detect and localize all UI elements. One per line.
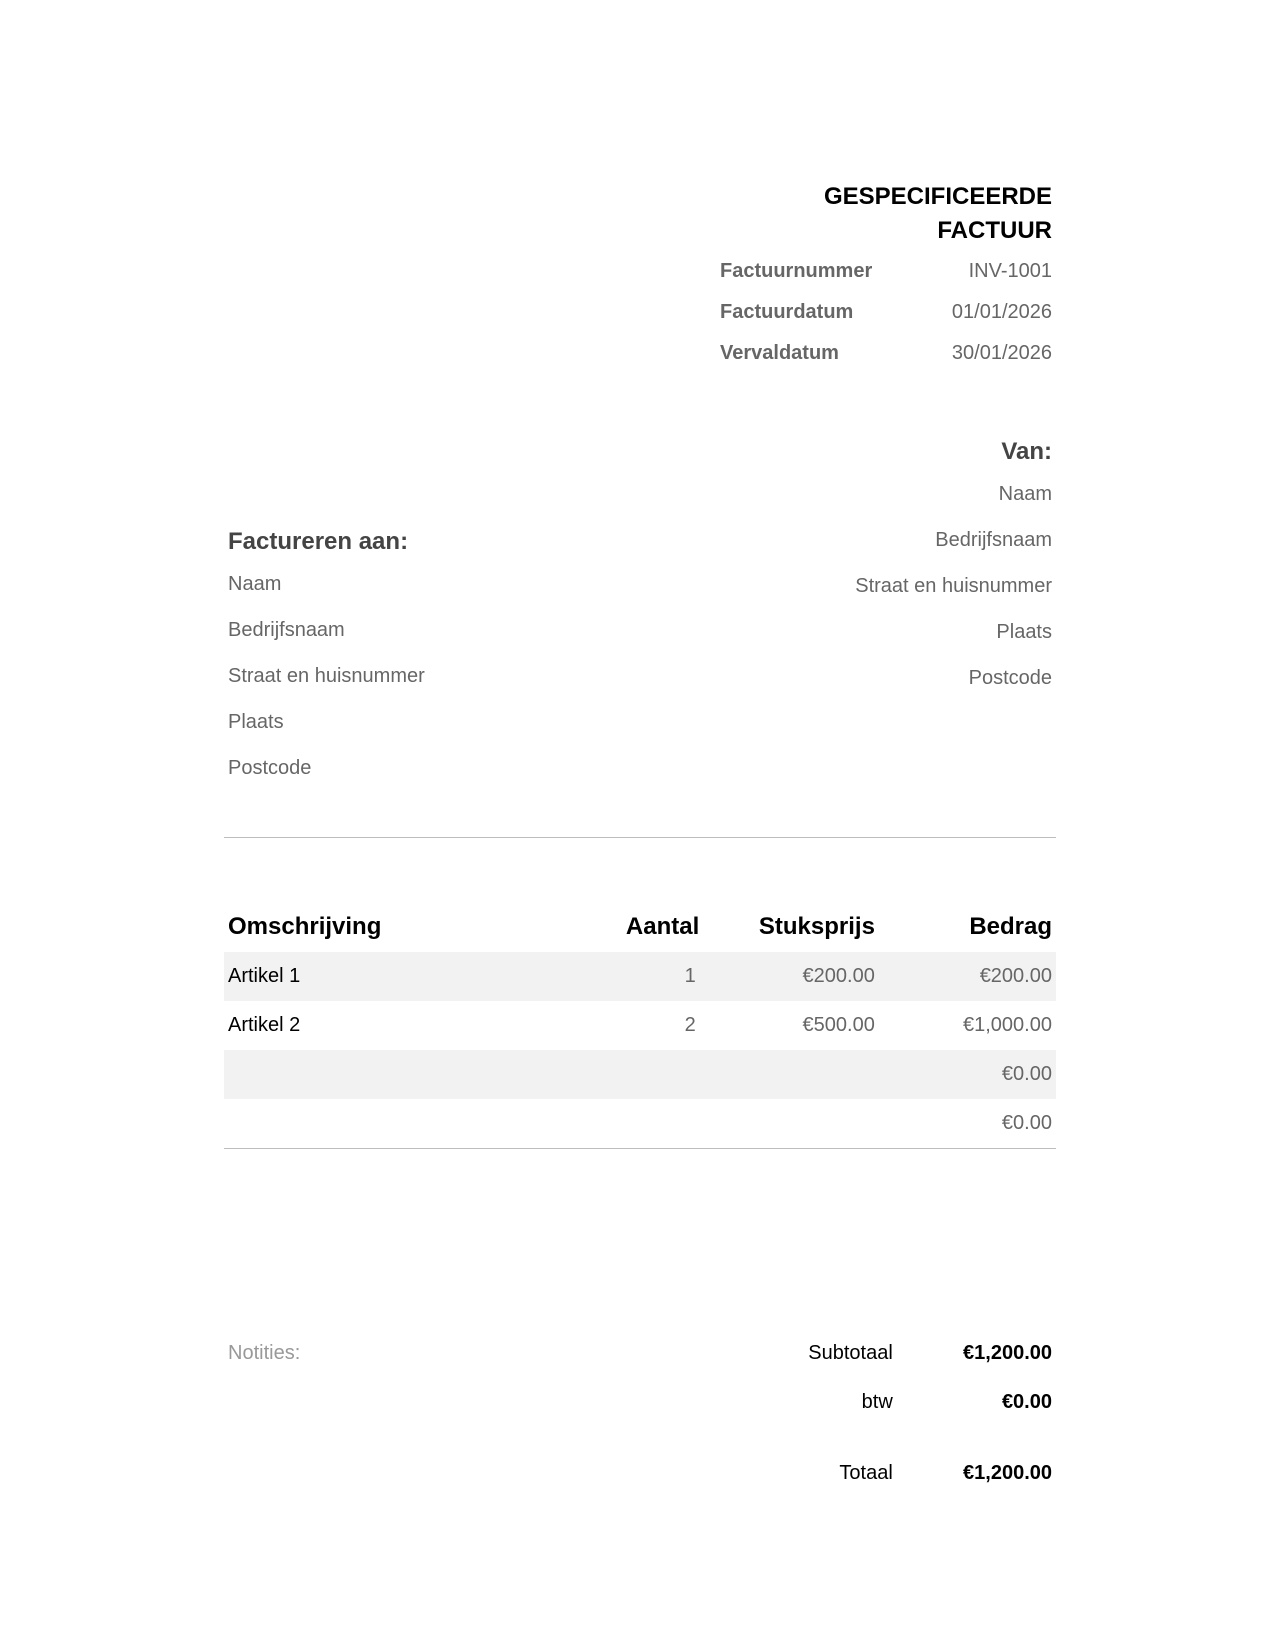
tax-value: €0.00 [1001,1391,1052,1413]
row-description: Artikel 1 [228,965,301,987]
row-amount: €0.00 [1001,1112,1052,1134]
section-divider [224,837,1056,838]
bill-to-heading: Factureren aan: [228,528,409,555]
total-label: Totaal [839,1462,893,1484]
header-amount: Bedrag [969,913,1052,940]
meta-value: 30/01/2026 [951,342,1052,364]
meta-value: INV-1001 [968,260,1052,282]
table-row [224,952,1056,1001]
invoice-title-line-1: GESPECIFICEERDE [823,183,1052,210]
subtotal-value: €1,200.00 [963,1342,1052,1364]
row-quantity: 2 [684,1014,696,1036]
bill-to-name: Naam [228,573,282,595]
tax-label: btw [861,1391,893,1413]
row-amount: €1,000.00 [963,1014,1052,1036]
row-quantity: 1 [684,965,696,987]
items-table [224,902,1056,1149]
total-row [224,1449,1056,1498]
notes-label: Notities: [228,1342,301,1364]
from-street: Straat en huisnummer [855,575,1052,597]
subtotal-row [224,1329,1056,1378]
table-header-row [224,902,1056,952]
from-address [652,438,1052,712]
row-amount: €0.00 [1001,1063,1052,1085]
row-description: Artikel 2 [228,1014,301,1036]
from-postcode: Postcode [968,667,1052,689]
bill-to-street: Straat en huisnummer [228,665,425,687]
header-unit-price: Stuksprijs [758,913,875,940]
meta-row-due-date [720,343,1052,384]
invoice-meta [720,261,1052,384]
table-row [224,1001,1056,1050]
subtotal-label: Subtotaal [808,1342,893,1364]
from-city: Plaats [996,621,1052,643]
table-row [224,1099,1056,1148]
meta-row-invoice-date [720,302,1052,343]
meta-value: 01/01/2026 [951,301,1052,323]
table-bottom-rule [224,1148,1056,1149]
from-name: Naam [998,483,1052,505]
meta-row-invoice-number [720,261,1052,302]
bill-to-address [228,528,628,802]
bill-to-postcode: Postcode [228,757,312,779]
totals-section [224,1329,1056,1498]
meta-label: Factuurdatum [720,301,854,323]
row-amount: €200.00 [979,965,1052,987]
tax-row [224,1378,1056,1427]
invoice-title [712,180,1052,248]
row-unit-price: €200.00 [802,965,875,987]
row-unit-price: €500.00 [802,1014,875,1036]
invoice-title-line-2: FACTUUR [937,217,1052,244]
total-value: €1,200.00 [963,1462,1052,1484]
header-quantity: Aantal [625,913,700,940]
bill-to-city: Plaats [228,711,284,733]
bill-to-company: Bedrijfsnaam [228,619,345,641]
meta-label: Vervaldatum [720,342,839,364]
from-heading: Van: [1001,438,1052,465]
header-description: Omschrijving [228,913,382,940]
from-company: Bedrijfsnaam [935,529,1052,551]
table-row [224,1050,1056,1099]
meta-label: Factuurnummer [720,260,873,282]
